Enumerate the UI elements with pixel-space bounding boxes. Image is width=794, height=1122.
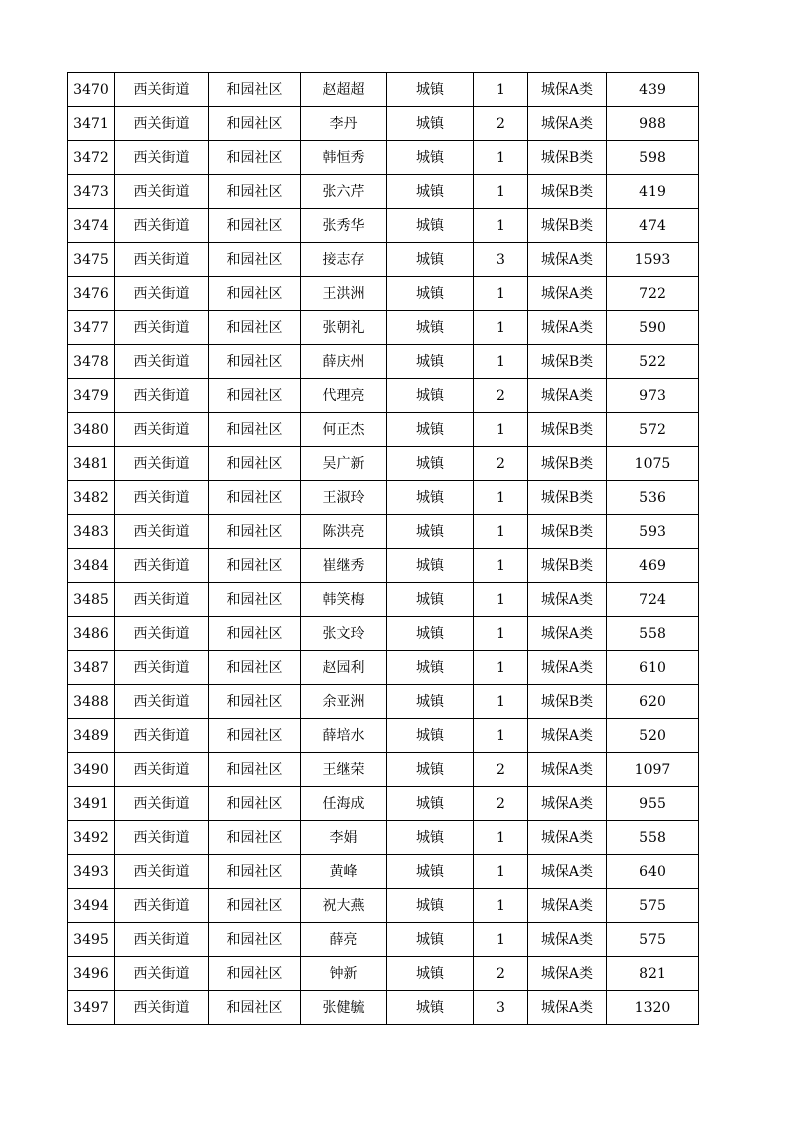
name-cell: 代理亮	[301, 379, 387, 413]
table-row	[68, 957, 699, 991]
name-cell: 张秀华	[301, 209, 387, 243]
household-size-cell: 2	[474, 447, 528, 481]
area-type-cell: 城镇	[387, 141, 474, 175]
household-size-cell: 1	[474, 617, 528, 651]
serial-number-cell: 3480	[68, 413, 115, 447]
amount-cell: 973	[607, 379, 699, 413]
area-type-cell: 城镇	[387, 107, 474, 141]
serial-number-cell: 3477	[68, 311, 115, 345]
serial-number-cell: 3487	[68, 651, 115, 685]
table-row	[68, 141, 699, 175]
amount-cell: 572	[607, 413, 699, 447]
category-cell: 城保A类	[528, 311, 607, 345]
community-cell: 和园社区	[209, 685, 301, 719]
serial-number-cell: 3481	[68, 447, 115, 481]
name-cell: 薛培水	[301, 719, 387, 753]
community-cell: 和园社区	[209, 787, 301, 821]
category-cell: 城保A类	[528, 651, 607, 685]
community-cell: 和园社区	[209, 617, 301, 651]
category-cell: 城保A类	[528, 889, 607, 923]
serial-number-cell: 3490	[68, 753, 115, 787]
serial-number-cell: 3476	[68, 277, 115, 311]
area-type-cell: 城镇	[387, 617, 474, 651]
amount-cell: 439	[607, 73, 699, 107]
amount-cell: 640	[607, 855, 699, 889]
table-row	[68, 107, 699, 141]
amount-cell: 575	[607, 889, 699, 923]
table-row	[68, 855, 699, 889]
serial-number-cell: 3474	[68, 209, 115, 243]
table-row	[68, 787, 699, 821]
household-size-cell: 1	[474, 209, 528, 243]
serial-number-cell: 3470	[68, 73, 115, 107]
household-size-cell: 1	[474, 481, 528, 515]
amount-cell: 1320	[607, 991, 699, 1025]
serial-number-cell: 3485	[68, 583, 115, 617]
area-type-cell: 城镇	[387, 515, 474, 549]
household-size-cell: 1	[474, 549, 528, 583]
name-cell: 张六芹	[301, 175, 387, 209]
community-cell: 和园社区	[209, 753, 301, 787]
household-size-cell: 1	[474, 889, 528, 923]
serial-number-cell: 3494	[68, 889, 115, 923]
serial-number-cell: 3493	[68, 855, 115, 889]
area-type-cell: 城镇	[387, 889, 474, 923]
amount-cell: 536	[607, 481, 699, 515]
household-size-cell: 3	[474, 991, 528, 1025]
serial-number-cell: 3489	[68, 719, 115, 753]
subdistrict-cell: 西关街道	[115, 651, 209, 685]
serial-number-cell: 3486	[68, 617, 115, 651]
table-row	[68, 617, 699, 651]
name-cell: 接志存	[301, 243, 387, 277]
name-cell: 李娟	[301, 821, 387, 855]
amount-cell: 520	[607, 719, 699, 753]
amount-cell: 469	[607, 549, 699, 583]
serial-number-cell: 3479	[68, 379, 115, 413]
table-row	[68, 923, 699, 957]
category-cell: 城保A类	[528, 379, 607, 413]
household-size-cell: 1	[474, 73, 528, 107]
serial-number-cell: 3482	[68, 481, 115, 515]
subdistrict-cell: 西关街道	[115, 991, 209, 1025]
amount-cell: 474	[607, 209, 699, 243]
table-row	[68, 311, 699, 345]
area-type-cell: 城镇	[387, 957, 474, 991]
serial-number-cell: 3484	[68, 549, 115, 583]
area-type-cell: 城镇	[387, 753, 474, 787]
household-size-cell: 1	[474, 719, 528, 753]
table-body	[68, 73, 699, 1025]
category-cell: 城保A类	[528, 855, 607, 889]
subdistrict-cell: 西关街道	[115, 141, 209, 175]
subdistrict-cell: 西关街道	[115, 957, 209, 991]
name-cell: 薛亮	[301, 923, 387, 957]
community-cell: 和园社区	[209, 889, 301, 923]
amount-cell: 821	[607, 957, 699, 991]
table-row	[68, 73, 699, 107]
name-cell: 任海成	[301, 787, 387, 821]
category-cell: 城保A类	[528, 73, 607, 107]
community-cell: 和园社区	[209, 413, 301, 447]
category-cell: 城保B类	[528, 685, 607, 719]
category-cell: 城保B类	[528, 209, 607, 243]
subdistrict-cell: 西关街道	[115, 277, 209, 311]
name-cell: 王淑玲	[301, 481, 387, 515]
subdistrict-cell: 西关街道	[115, 175, 209, 209]
community-cell: 和园社区	[209, 141, 301, 175]
household-size-cell: 2	[474, 107, 528, 141]
category-cell: 城保B类	[528, 141, 607, 175]
household-size-cell: 1	[474, 923, 528, 957]
community-cell: 和园社区	[209, 515, 301, 549]
community-cell: 和园社区	[209, 719, 301, 753]
household-size-cell: 1	[474, 141, 528, 175]
table-row	[68, 583, 699, 617]
amount-cell: 1593	[607, 243, 699, 277]
household-size-cell: 1	[474, 311, 528, 345]
area-type-cell: 城镇	[387, 413, 474, 447]
community-cell: 和园社区	[209, 855, 301, 889]
table-row	[68, 379, 699, 413]
amount-cell: 575	[607, 923, 699, 957]
name-cell: 薛庆州	[301, 345, 387, 379]
household-size-cell: 1	[474, 855, 528, 889]
table-row	[68, 719, 699, 753]
community-cell: 和园社区	[209, 821, 301, 855]
area-type-cell: 城镇	[387, 685, 474, 719]
household-size-cell: 1	[474, 583, 528, 617]
amount-cell: 1075	[607, 447, 699, 481]
name-cell: 张文玲	[301, 617, 387, 651]
category-cell: 城保B类	[528, 345, 607, 379]
subdistrict-cell: 西关街道	[115, 345, 209, 379]
name-cell: 张健毓	[301, 991, 387, 1025]
subdistrict-cell: 西关街道	[115, 209, 209, 243]
category-cell: 城保B类	[528, 515, 607, 549]
category-cell: 城保A类	[528, 277, 607, 311]
name-cell: 王洪洲	[301, 277, 387, 311]
serial-number-cell: 3471	[68, 107, 115, 141]
subdistrict-cell: 西关街道	[115, 243, 209, 277]
serial-number-cell: 3483	[68, 515, 115, 549]
table-row	[68, 753, 699, 787]
name-cell: 吴广新	[301, 447, 387, 481]
area-type-cell: 城镇	[387, 311, 474, 345]
area-type-cell: 城镇	[387, 447, 474, 481]
household-size-cell: 2	[474, 379, 528, 413]
household-size-cell: 1	[474, 413, 528, 447]
name-cell: 何正杰	[301, 413, 387, 447]
area-type-cell: 城镇	[387, 821, 474, 855]
area-type-cell: 城镇	[387, 991, 474, 1025]
subdistrict-cell: 西关街道	[115, 379, 209, 413]
subdistrict-cell: 西关街道	[115, 549, 209, 583]
category-cell: 城保A类	[528, 107, 607, 141]
category-cell: 城保A类	[528, 719, 607, 753]
amount-cell: 988	[607, 107, 699, 141]
household-size-cell: 1	[474, 685, 528, 719]
category-cell: 城保B类	[528, 447, 607, 481]
table-row	[68, 549, 699, 583]
subdistrict-cell: 西关街道	[115, 107, 209, 141]
amount-cell: 610	[607, 651, 699, 685]
subdistrict-cell: 西关街道	[115, 685, 209, 719]
category-cell: 城保A类	[528, 957, 607, 991]
community-cell: 和园社区	[209, 209, 301, 243]
serial-number-cell: 3478	[68, 345, 115, 379]
category-cell: 城保B类	[528, 549, 607, 583]
community-cell: 和园社区	[209, 991, 301, 1025]
category-cell: 城保B类	[528, 413, 607, 447]
subdistrict-cell: 西关街道	[115, 447, 209, 481]
amount-cell: 522	[607, 345, 699, 379]
community-cell: 和园社区	[209, 923, 301, 957]
subdistrict-cell: 西关街道	[115, 753, 209, 787]
subdistrict-cell: 西关街道	[115, 311, 209, 345]
amount-cell: 558	[607, 617, 699, 651]
table-row	[68, 277, 699, 311]
area-type-cell: 城镇	[387, 277, 474, 311]
community-cell: 和园社区	[209, 481, 301, 515]
subdistrict-cell: 西关街道	[115, 515, 209, 549]
table-row	[68, 413, 699, 447]
subdistrict-cell: 西关街道	[115, 413, 209, 447]
table-row	[68, 991, 699, 1025]
category-cell: 城保A类	[528, 617, 607, 651]
area-type-cell: 城镇	[387, 923, 474, 957]
area-type-cell: 城镇	[387, 379, 474, 413]
name-cell: 韩恒秀	[301, 141, 387, 175]
table-row	[68, 821, 699, 855]
category-cell: 城保A类	[528, 787, 607, 821]
table-row	[68, 651, 699, 685]
category-cell: 城保B类	[528, 175, 607, 209]
amount-cell: 1097	[607, 753, 699, 787]
area-type-cell: 城镇	[387, 243, 474, 277]
community-cell: 和园社区	[209, 957, 301, 991]
amount-cell: 722	[607, 277, 699, 311]
household-size-cell: 2	[474, 957, 528, 991]
name-cell: 祝大燕	[301, 889, 387, 923]
name-cell: 崔继秀	[301, 549, 387, 583]
area-type-cell: 城镇	[387, 583, 474, 617]
table-row	[68, 685, 699, 719]
category-cell: 城保A类	[528, 583, 607, 617]
name-cell: 陈洪亮	[301, 515, 387, 549]
table-row	[68, 209, 699, 243]
category-cell: 城保A类	[528, 923, 607, 957]
name-cell: 张朝礼	[301, 311, 387, 345]
household-size-cell: 1	[474, 821, 528, 855]
area-type-cell: 城镇	[387, 209, 474, 243]
table-row	[68, 447, 699, 481]
table-row	[68, 481, 699, 515]
amount-cell: 558	[607, 821, 699, 855]
household-size-cell: 2	[474, 787, 528, 821]
community-cell: 和园社区	[209, 243, 301, 277]
table-row	[68, 345, 699, 379]
serial-number-cell: 3495	[68, 923, 115, 957]
table-row	[68, 515, 699, 549]
amount-cell: 598	[607, 141, 699, 175]
area-type-cell: 城镇	[387, 345, 474, 379]
subdistrict-cell: 西关街道	[115, 923, 209, 957]
household-size-cell: 1	[474, 175, 528, 209]
amount-cell: 955	[607, 787, 699, 821]
community-cell: 和园社区	[209, 175, 301, 209]
subdistrict-cell: 西关街道	[115, 821, 209, 855]
serial-number-cell: 3475	[68, 243, 115, 277]
community-cell: 和园社区	[209, 345, 301, 379]
serial-number-cell: 3496	[68, 957, 115, 991]
subdistrict-cell: 西关街道	[115, 617, 209, 651]
name-cell: 钟新	[301, 957, 387, 991]
amount-cell: 419	[607, 175, 699, 209]
category-cell: 城保A类	[528, 821, 607, 855]
category-cell: 城保A类	[528, 243, 607, 277]
subdistrict-cell: 西关街道	[115, 481, 209, 515]
area-type-cell: 城镇	[387, 175, 474, 209]
name-cell: 赵园利	[301, 651, 387, 685]
household-size-cell: 3	[474, 243, 528, 277]
serial-number-cell: 3491	[68, 787, 115, 821]
community-cell: 和园社区	[209, 277, 301, 311]
area-type-cell: 城镇	[387, 549, 474, 583]
name-cell: 黄峰	[301, 855, 387, 889]
subdistrict-cell: 西关街道	[115, 855, 209, 889]
community-cell: 和园社区	[209, 379, 301, 413]
community-cell: 和园社区	[209, 583, 301, 617]
serial-number-cell: 3488	[68, 685, 115, 719]
category-cell: 城保A类	[528, 991, 607, 1025]
subdistrict-cell: 西关街道	[115, 719, 209, 753]
community-cell: 和园社区	[209, 549, 301, 583]
amount-cell: 590	[607, 311, 699, 345]
name-cell: 李丹	[301, 107, 387, 141]
community-cell: 和园社区	[209, 73, 301, 107]
area-type-cell: 城镇	[387, 787, 474, 821]
area-type-cell: 城镇	[387, 481, 474, 515]
serial-number-cell: 3497	[68, 991, 115, 1025]
subdistrict-cell: 西关街道	[115, 583, 209, 617]
amount-cell: 724	[607, 583, 699, 617]
table-row	[68, 175, 699, 209]
category-cell: 城保B类	[528, 481, 607, 515]
category-cell: 城保A类	[528, 753, 607, 787]
area-type-cell: 城镇	[387, 855, 474, 889]
amount-cell: 593	[607, 515, 699, 549]
serial-number-cell: 3492	[68, 821, 115, 855]
name-cell: 余亚洲	[301, 685, 387, 719]
household-size-cell: 1	[474, 515, 528, 549]
household-size-cell: 2	[474, 753, 528, 787]
amount-cell: 620	[607, 685, 699, 719]
serial-number-cell: 3472	[68, 141, 115, 175]
serial-number-cell: 3473	[68, 175, 115, 209]
subdistrict-cell: 西关街道	[115, 787, 209, 821]
community-cell: 和园社区	[209, 311, 301, 345]
community-cell: 和园社区	[209, 107, 301, 141]
community-cell: 和园社区	[209, 447, 301, 481]
area-type-cell: 城镇	[387, 73, 474, 107]
household-size-cell: 1	[474, 651, 528, 685]
area-type-cell: 城镇	[387, 719, 474, 753]
table-row	[68, 243, 699, 277]
name-cell: 王继荣	[301, 753, 387, 787]
community-cell: 和园社区	[209, 651, 301, 685]
household-size-cell: 1	[474, 345, 528, 379]
household-size-cell: 1	[474, 277, 528, 311]
subdistrict-cell: 西关街道	[115, 889, 209, 923]
name-cell: 赵超超	[301, 73, 387, 107]
name-cell: 韩笑梅	[301, 583, 387, 617]
data-table	[67, 72, 699, 1025]
subdistrict-cell: 西关街道	[115, 73, 209, 107]
area-type-cell: 城镇	[387, 651, 474, 685]
table-row	[68, 889, 699, 923]
